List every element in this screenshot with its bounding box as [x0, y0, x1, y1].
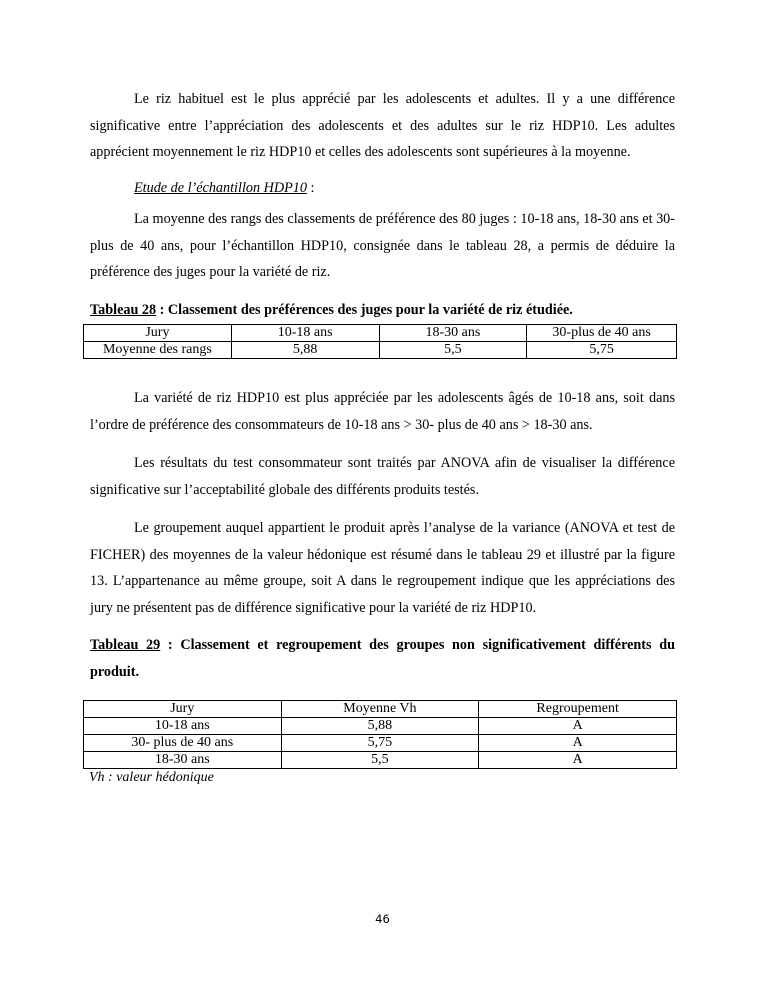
table-28-cell: Moyenne des rangs — [84, 342, 232, 359]
section-heading — [90, 175, 675, 202]
table-29 — [83, 700, 677, 769]
table-28-row — [84, 342, 677, 359]
table-29-note: Vh : valeur hédonique — [89, 770, 214, 785]
table-28 — [83, 324, 677, 359]
table-29-cell: 5,75 — [281, 735, 479, 752]
table-29-caption — [90, 632, 675, 685]
table-29-cell: 18-30 ans — [84, 752, 282, 769]
table-28-cell: 5,88 — [231, 342, 379, 359]
paragraph-3: La variété de riz HDP10 est plus appréciée par les adolescents âgés de 10-18 ans, soit dans l’ordre de préférence des consommateurs de 10-18 ans > 30- plus de 40 ans > 18-30 ans. — [90, 390, 675, 433]
table-29-cell: 5,88 — [281, 718, 479, 735]
table-29-cell: A — [479, 735, 677, 752]
table-28-header-cell: 10-18 ans — [231, 325, 379, 342]
table-29-header-row — [84, 701, 677, 718]
section-heading-label: Etude de l’échantillon HDP10 — [134, 179, 307, 196]
table-29-cell: 10-18 ans — [84, 718, 282, 735]
table-28-header-cell: 18-30 ans — [379, 325, 527, 342]
paragraph-4: Les résultats du test consommateur sont traités par ANOVA afin de visualiser la différence significative sur l’acceptabilité globale des différents produits testés. — [90, 455, 675, 498]
table-29-cell: A — [479, 718, 677, 735]
document-page — [90, 86, 675, 787]
table-28-cell: 5,5 — [379, 342, 527, 359]
table-29-header-cell: Jury — [84, 701, 282, 718]
table-29-caption-text: : Classement et regroupement des groupes non significativement différents du produit. — [90, 637, 676, 680]
table-28-caption-label: Tableau 28 — [90, 301, 157, 318]
table-28-cell: 5,75 — [527, 342, 677, 359]
table-28-caption-text: : Classement des préférences des juges pour la variété de riz étudiée. — [156, 301, 573, 318]
table-29-row — [84, 718, 677, 735]
table-29-header-cell: Regroupement — [479, 701, 677, 718]
table-29-caption-label: Tableau 29 — [90, 637, 161, 653]
table-29-row — [84, 752, 677, 769]
table-29-header-cell: Moyenne Vh — [281, 701, 479, 718]
table-29-cell: 30- plus de 40 ans — [84, 735, 282, 752]
paragraph-2: La moyenne des rangs des classements de préférence des 80 juges : 10-18 ans, 18-30 ans et 30- plus de 40 ans, pour l’échantillon HDP10, consignée dans le tableau 28, a permis de déduire la préférence des juges pour la variété de riz. — [90, 211, 675, 280]
table-29-cell: 5,5 — [281, 752, 479, 769]
table-28-caption — [90, 297, 675, 324]
table-29-cell: A — [479, 752, 677, 769]
table-29-row — [84, 735, 677, 752]
table-28-header-row — [84, 325, 677, 342]
paragraph-1: Le riz habituel est le plus apprécié par les adolescents et adultes. Il y a une différence significative entre l’appréciation des adolescents et des adultes sur le riz HDP10. Les adultes apprécient moyennement le riz HDP10 et celles des adolescents sont supérieures à la moyenne. — [90, 91, 675, 160]
paragraph-5: Le groupement auquel appartient le produit après l’analyse de la variance (ANOVA et test de FICHER) des moyennes de la valeur hédonique est résumé dans le tableau 29 et illustré par la figure 13. L’appartenance au même groupe, soit A dans le regroupement indique que les appréciations des jury ne présentent pas de différence significative pour la variété de riz HDP10. — [90, 520, 675, 616]
page-number: 46 — [375, 912, 390, 926]
table-28-header-cell: Jury — [84, 325, 232, 342]
table-28-header-cell: 30-plus de 40 ans — [527, 325, 677, 342]
section-heading-suffix: : — [306, 179, 315, 196]
